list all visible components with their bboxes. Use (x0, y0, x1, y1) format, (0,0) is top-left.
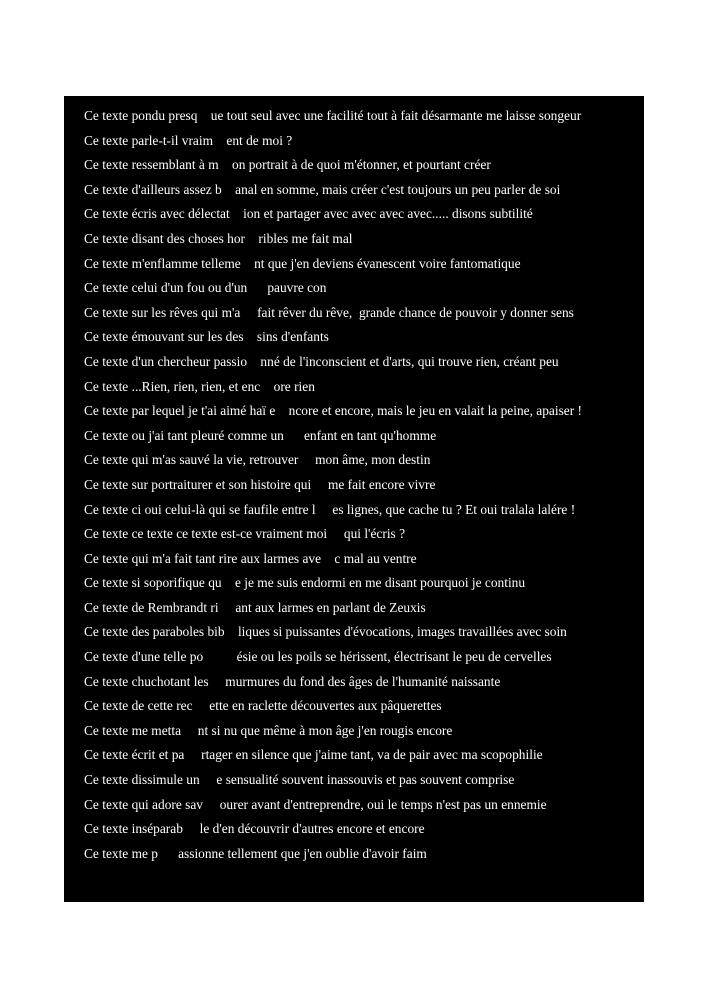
text-line: Ce texte sur les rêves qui m'a fait rêver du rêve, grande chance de pouvoir y donner sens (84, 304, 574, 320)
text-line: Ce texte disant des choses hor ribles me fait mal (84, 230, 353, 246)
text-line: Ce texte ressemblant à m on portrait à de quoi m'étonner, et pourtant créer (84, 157, 491, 173)
text-line: Ce texte qui m'a fait tant rire aux larmes ave c mal au ventre (84, 550, 417, 566)
text-line: Ce texte par lequel je t'ai aimé haï e ncore et encore, mais le jeu en valait la peine, apaiser ! (84, 403, 583, 419)
text-line: Ce texte ce texte ce texte est-ce vraiment moi qui l'écris ? (84, 526, 406, 542)
black-text-panel (64, 96, 644, 902)
text-line: Ce texte pondu presq ue tout seul avec une facilité tout à fait désarmante me laisse songeur (84, 108, 582, 123)
text-line: Ce texte écrit et pa rtager en silence que j'aime tant, va de pair avec ma scopophilie (84, 747, 543, 763)
text-line: Ce texte d'une telle po ésie ou les poils se hérissent, électrisant le peu de cervelles (84, 649, 552, 665)
text-line: Ce texte émouvant sur les des sins d'enfants (84, 329, 329, 345)
text-line: Ce texte qui adore sav ourer avant d'entreprendre, oui le temps n'est pas un ennemie (84, 796, 547, 812)
text-line: Ce texte ...Rien, rien, rien, et enc ore rien (84, 378, 315, 394)
text-line: Ce texte parle-t-il vraim ent de moi ? (84, 132, 293, 148)
text-line: Ce texte qui m'as sauvé la vie, retrouver mon âme, mon destin (84, 452, 431, 468)
text-line: Ce texte me p assionne tellement que j'en oublie d'avoir faim (84, 845, 427, 861)
text-lines (84, 104, 582, 866)
text-line: Ce texte m'enflamme telleme nt que j'en deviens évanescent voire fantomatique (84, 255, 521, 271)
text-line: Ce texte écris avec délectat ion et partager avec avec avec avec..... disons subtilité (84, 206, 533, 222)
text-line: Ce texte d'un chercheur passio nné de l'inconscient et d'arts, qui trouve rien, créant peu (84, 353, 559, 369)
text-line: Ce texte inséparab le d'en découvrir d'autres encore et encore (84, 821, 425, 837)
text-line: Ce texte dissimule un e sensualité souvent inassouvis et pas souvent comprise (84, 772, 515, 788)
text-line: Ce texte me metta nt si nu que même à mon âge j'en rougis encore (84, 722, 453, 738)
text-line: Ce texte d'ailleurs assez b anal en somme, mais créer c'est toujours un peu parler de soi (84, 181, 561, 197)
text-line: Ce texte si soporifique qu e je me suis endormi en me disant pourquoi je continu (84, 575, 526, 591)
text-line: Ce texte ci oui celui-là qui se faufile entre l es lignes, que cache tu ? Et oui tralala lalére ! (84, 501, 576, 517)
text-line: Ce texte celui d'un fou ou d'un pauvre con (84, 280, 327, 296)
text-line: Ce texte de Rembrandt ri ant aux larmes en parlant de Zeuxis (84, 599, 426, 615)
text-line: Ce texte des paraboles bib liques si puissantes d'évocations, images travaillées avec soin (84, 624, 567, 640)
text-line: Ce texte sur portraiturer et son histoire qui me fait encore vivre (84, 476, 436, 492)
text-line: Ce texte chuchotant les murmures du fond des âges de l'humanité naissante (84, 673, 501, 689)
text-line: Ce texte ou j'ai tant pleuré comme un enfant en tant qu'homme (84, 427, 437, 443)
text-line: Ce texte de cette rec ette en raclette découvertes aux pâquerettes (84, 698, 442, 714)
